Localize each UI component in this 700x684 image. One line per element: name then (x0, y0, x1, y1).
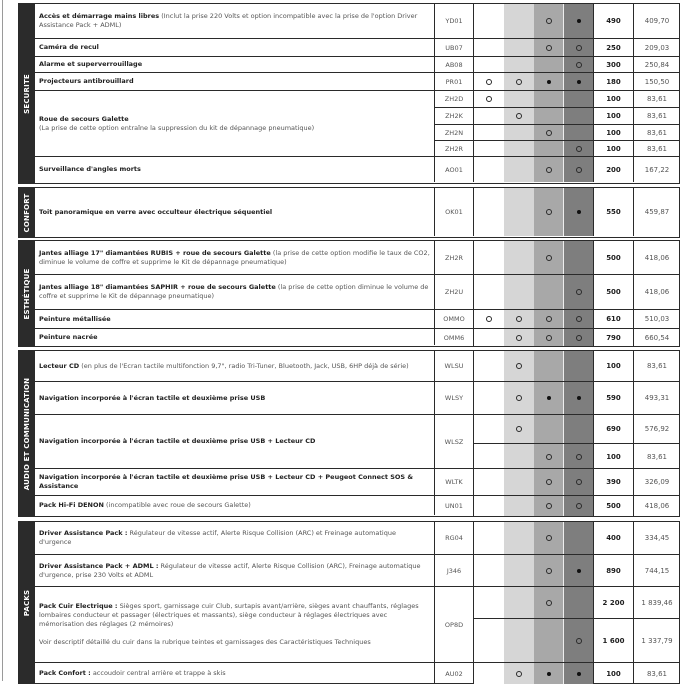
standard-dot-icon (547, 396, 551, 400)
price-ttc: 100 (594, 444, 634, 469)
option-code: WLTK (435, 469, 474, 495)
option-code: WLSU (435, 351, 474, 381)
option-title: Navigation incorporée à l'écran tactile et deuxième prise USB + Lecteur CD + Peugeot Connect SOS & Assistance (39, 473, 414, 490)
optional-circle-icon (546, 130, 552, 136)
price-ttc: 550 (594, 188, 634, 236)
price-ht: 1 337,79 (641, 637, 673, 645)
optional-circle-icon (546, 335, 552, 341)
option-row (35, 56, 679, 72)
option-row (35, 468, 679, 495)
price-ttc: 100 (594, 108, 634, 124)
option-row (35, 586, 679, 662)
option-title: Roue de secours Galette (39, 114, 129, 123)
optional-circle-icon (516, 335, 522, 341)
optional-circle-icon (576, 45, 582, 51)
optional-circle-icon (486, 96, 492, 102)
option-title: Pack Cuir Electrique : (39, 602, 118, 610)
category-label: PACKS (23, 589, 31, 616)
category-label: AUDIO ET COMMUNICATION (23, 377, 31, 490)
price-ht: 418,06 (644, 502, 670, 510)
optional-circle-icon (576, 167, 582, 173)
price-ttc: 200 (594, 157, 634, 182)
option-code: ZH2R (435, 241, 474, 274)
option-code: AB08 (435, 57, 474, 72)
standard-dot-icon (577, 569, 581, 573)
price-ht: 83,61 (646, 112, 668, 120)
optional-circle-icon (576, 335, 582, 341)
option-title: Caméra de recul (39, 43, 99, 51)
price-ht: 83,61 (646, 452, 668, 461)
option-title: Jantes alliage 18" diamantées SAPHIR + roue de secours Galette (39, 283, 276, 291)
optional-circle-icon (576, 62, 582, 68)
category-bar (19, 188, 35, 237)
price-ht: 493,31 (644, 394, 670, 402)
price-ttc: 690 (594, 415, 634, 443)
optional-circle-icon (516, 113, 522, 119)
option-row (35, 4, 679, 38)
optional-circle-icon (546, 167, 552, 173)
optional-circle-icon (486, 79, 492, 85)
category-bar (19, 522, 35, 683)
price-ttc: 1 600 (594, 619, 634, 663)
option-row (35, 90, 679, 156)
optional-circle-icon (576, 503, 582, 509)
price-ttc: 490 (594, 4, 634, 38)
optional-circle-icon (546, 45, 552, 51)
option-note: (la prise de cette option diminue le volume de coffre et supprime le Kit de dépannage pneumatique) (39, 283, 429, 300)
price-ht: 209,03 (644, 43, 670, 52)
optional-circle-icon (486, 316, 492, 322)
option-title: Surveillance d'angles morts (39, 165, 141, 173)
price-ttc: 250 (594, 39, 634, 56)
price-ttc: 790 (594, 329, 634, 346)
optional-circle-icon (546, 479, 552, 485)
optional-circle-icon (516, 426, 522, 432)
price-ht: 334,45 (644, 534, 670, 542)
standard-dot-icon (577, 672, 581, 676)
optional-circle-icon (546, 535, 552, 541)
option-note: Sièges sport, garnissage cuir Club, surtapis avant/arrière, sièges avant chauffants, réglages lombaires conducteur et passager (électriques et massants), siège conducteur à réglages électriques avec mémorisation des réglages (2 mémoires) (39, 602, 419, 628)
category-bar (19, 351, 35, 516)
option-row (35, 554, 679, 586)
option-code: ZH2R (435, 141, 474, 156)
option-row (35, 381, 679, 414)
standard-dot-icon (547, 672, 551, 676)
section-audio-communication (18, 350, 680, 517)
price-ht: 250,84 (644, 60, 670, 69)
option-title: Accès et démarrage mains libres (39, 12, 160, 20)
standard-dot-icon (547, 80, 551, 84)
price-ht: 326,09 (644, 478, 670, 486)
price-ht: 1 839,46 (641, 598, 673, 607)
optional-circle-icon (546, 18, 552, 24)
option-code: AO01 (435, 157, 474, 182)
section-confort (18, 187, 680, 238)
option-code: WLSY (435, 382, 474, 414)
option-title: Driver Assistance Pack + ADML : (39, 561, 159, 570)
price-ht: 510,03 (644, 315, 670, 323)
option-title: Projecteurs antibrouillard (39, 77, 134, 85)
price-ht: 418,06 (644, 288, 670, 296)
section-securite (18, 3, 680, 184)
price-ttc: 610 (594, 310, 634, 328)
option-code: YD01 (435, 4, 474, 38)
option-title: Peinture nacrée (39, 332, 98, 341)
standard-dot-icon (577, 19, 581, 23)
price-ttc: 500 (594, 496, 634, 516)
category-label: CONFORT (23, 193, 31, 232)
option-note: (la prise de cette option modifie le taux de CO2, diminue le volume de coffre et supprime le Kit de dépannage pneumatique) (39, 248, 430, 266)
price-ttc: 100 (594, 91, 634, 107)
optional-circle-icon (516, 363, 522, 369)
option-row (35, 274, 679, 309)
standard-dot-icon (577, 210, 581, 214)
price-ht: 459,87 (644, 208, 670, 216)
option-code: J346 (435, 555, 474, 586)
price-ttc: 500 (594, 275, 634, 309)
option-code: ZH2K (435, 108, 474, 124)
standard-dot-icon (577, 396, 581, 400)
optional-circle-icon (516, 316, 522, 322)
option-code: UN01 (435, 496, 474, 516)
category-bar (19, 4, 35, 183)
optional-circle-icon (516, 395, 522, 401)
page-edge-line (2, 0, 3, 681)
option-code: OP8D (435, 587, 474, 662)
option-note: (Inclut la prise 220 Volts et option incompatible avec la prise de l'option Driver Assistance Pack + ADML) (39, 12, 418, 29)
option-row (35, 351, 679, 381)
option-title: Navigation incorporée à l'écran tactile et deuxième prise USB (39, 393, 266, 402)
price-ht: 409,70 (644, 17, 670, 25)
price-ttc: 300 (594, 57, 634, 72)
price-ht: 660,54 (644, 333, 670, 342)
option-code: ZH2D (435, 91, 474, 107)
optional-circle-icon (576, 289, 582, 295)
price-ttc: 500 (594, 241, 634, 274)
option-code: OMMO (435, 310, 474, 328)
option-title: Navigation incorporée à l'écran tactile et deuxième prise USB + Lecteur CD (39, 437, 316, 445)
option-title: Lecteur CD (39, 361, 80, 370)
option-row (35, 495, 679, 515)
option-row (35, 522, 679, 554)
optional-circle-icon (546, 316, 552, 322)
option-note: Régulateur de vitesse actif, Alerte Risque Collision (ARC), Freinage automatique d'urgence, prise 230 Volts et ADML (39, 561, 421, 579)
option-title: Pack Confort : (39, 669, 91, 677)
price-ttc: 100 (594, 141, 634, 156)
option-code: AU02 (435, 663, 474, 684)
category-bar (19, 241, 35, 346)
option-code: WLSZ (435, 415, 474, 468)
optional-circle-icon (546, 600, 552, 606)
optional-circle-icon (516, 671, 522, 677)
option-note-secondary: Voir descriptif détaillé du cuir dans la rubrique teintes et garnissages des Caractéristiques Techniques (39, 638, 371, 646)
category-label: SECURITE (23, 73, 31, 114)
option-title: Peinture métallisée (39, 314, 111, 323)
option-code: UB07 (435, 39, 474, 56)
price-ttc: 100 (594, 663, 634, 684)
option-note: (incompatible avec roue de secours Galette) (103, 501, 251, 509)
option-row (35, 188, 679, 236)
optional-circle-icon (546, 255, 552, 261)
optional-circle-icon (546, 454, 552, 460)
optional-circle-icon (516, 79, 522, 85)
price-ttc: 100 (594, 125, 634, 140)
section-packs (18, 521, 680, 684)
optional-circle-icon (576, 638, 582, 644)
option-row (35, 309, 679, 328)
option-title: Pack Hi-Fi DENON (39, 501, 104, 509)
category-label: ESTHÉTIQUE (23, 267, 31, 320)
option-title: Driver Assistance Pack : (39, 529, 128, 537)
price-ttc: 180 (594, 73, 634, 90)
option-row (35, 156, 679, 182)
optional-circle-icon (546, 209, 552, 215)
option-code: OK01 (435, 188, 474, 236)
price-ht: 83,61 (646, 95, 668, 103)
option-title: Jantes alliage 17" diamantées RUBIS + roue de secours Galette (39, 248, 271, 257)
option-title: Alarme et superverrouillage (39, 60, 143, 68)
price-ttc: 390 (594, 469, 634, 495)
price-ht: 150,50 (644, 77, 670, 86)
option-code: ZH2N (435, 125, 474, 140)
section-esthetique (18, 240, 680, 347)
option-row (35, 328, 679, 345)
price-ht: 744,15 (644, 566, 670, 575)
price-ttc: 890 (594, 555, 634, 586)
optional-circle-icon (576, 479, 582, 485)
option-code: OMM6 (435, 329, 474, 346)
option-code: ZH2U (435, 275, 474, 309)
option-note: (La prise de cette option entraîne la suppression du kit de dépannage pneumatique) (39, 123, 315, 132)
optional-circle-icon (576, 316, 582, 322)
price-ht: 83,61 (646, 669, 668, 678)
price-ht: 83,61 (646, 144, 668, 153)
option-code: RG04 (435, 522, 474, 554)
optional-circle-icon (576, 146, 582, 152)
price-ht: 576,92 (644, 425, 670, 433)
option-note: (en plus de l'Ecran tactile multifonction 9,7", radio Tri-Tuner, Bluetooth, Jack, USB, 6HP déjà de série) (79, 361, 409, 370)
price-ht: 167,22 (644, 165, 670, 174)
price-ttc: 590 (594, 382, 634, 414)
option-note: Régulateur de vitesse actif, Alerte Risque Collision (ARC) et Freinage automatique d'urgence (39, 529, 396, 546)
option-row (35, 414, 679, 468)
price-ttc: 100 (594, 351, 634, 381)
price-ht: 83,61 (646, 362, 668, 370)
option-row (35, 241, 679, 274)
price-ht: 83,61 (646, 128, 668, 137)
price-ttc: 400 (594, 522, 634, 554)
price-ht: 418,06 (644, 253, 670, 262)
standard-dot-icon (577, 80, 581, 84)
optional-circle-icon (546, 503, 552, 509)
option-row (35, 72, 679, 90)
optional-circle-icon (546, 568, 552, 574)
price-ttc: 2 200 (594, 587, 634, 618)
option-code: PR01 (435, 73, 474, 90)
option-title: Toit panoramique en verre avec occulteur électrique séquentiel (39, 207, 273, 216)
option-note: accoudoir central arrière et trappe à skis (90, 669, 226, 677)
option-row (35, 38, 679, 56)
optional-circle-icon (576, 454, 582, 460)
